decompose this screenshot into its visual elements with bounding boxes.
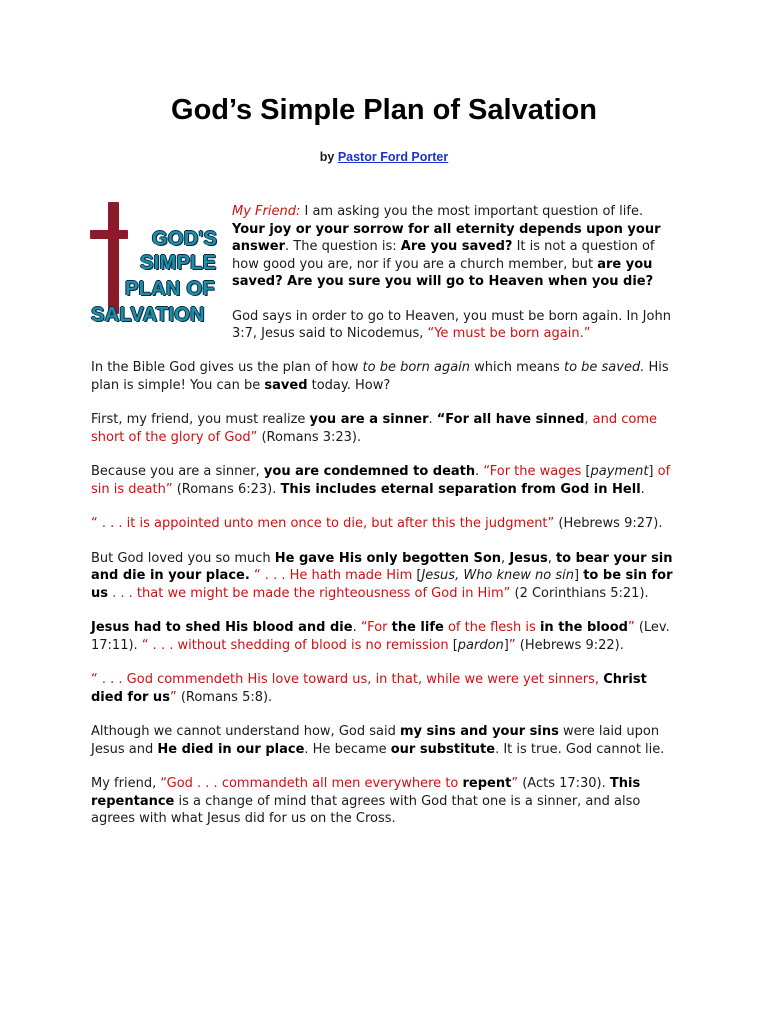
paragraph: [232, 203, 672, 291]
text-run: (2 Corinthians 5:21).: [510, 585, 649, 601]
main-section: [91, 359, 676, 845]
text-run: He gave His only begotten Son: [274, 550, 502, 566]
text-run: Jesus had to shed His blood and die: [91, 620, 353, 635]
text-run: Christ died for us: [91, 672, 647, 705]
text-run: you are a sinner: [309, 412, 429, 427]
text-run: . . . that we might be made the righteousness of God in Him”: [108, 585, 511, 601]
text-run: It is not a question of how good you are, nor if you are a church member, but: [232, 239, 655, 272]
text-run: Jesus: [509, 550, 548, 566]
text-run: saved: [264, 377, 308, 393]
text-run: . It is true. God cannot lie.: [495, 741, 665, 757]
text-run: His plan is simple! You can be: [91, 360, 669, 393]
text-run: to be sin for us: [91, 568, 673, 601]
paragraph: [91, 619, 676, 654]
paragraph: [91, 671, 676, 706]
logo-line-4: SALVATION: [91, 304, 205, 326]
text-run: Your joy or your sorrow for all eternity depends upon your answer: [232, 221, 661, 254]
salvation-logo: [88, 200, 233, 330]
text-run: Although we cannot understand how, God said: [91, 724, 400, 739]
text-run: (Romans 3:23).: [257, 429, 362, 445]
text-run: “ . . . it is appointed unto men once to die, but after this the judgment”: [91, 516, 555, 531]
text-run: the life: [391, 620, 444, 635]
logo-line-3: PLAN OF: [125, 278, 215, 300]
paragraph: [91, 550, 676, 603]
text-run: “For: [360, 620, 392, 635]
text-run: ”: [511, 776, 519, 791]
text-run: ]: [648, 464, 658, 479]
text-run: (Lev. 17:11).: [91, 620, 670, 653]
text-run: Are you saved?: [400, 239, 513, 254]
text-run: ,: [501, 550, 510, 566]
text-run: to bear your sin and die in your place.: [91, 550, 673, 583]
text-run: . He became: [304, 741, 391, 757]
cross-icon: [88, 200, 128, 315]
text-run: our substitute: [390, 741, 496, 757]
text-run: my sins and your sins: [399, 724, 559, 739]
text-run: payment: [590, 464, 649, 479]
text-run: are you saved? Are you sure you will go to Heaven when you die?: [232, 256, 654, 289]
paragraph: [91, 411, 676, 446]
text-run: of the flesh is: [443, 620, 540, 635]
byline: [0, 150, 768, 164]
paragraph: [91, 723, 676, 758]
text-run: were laid upon Jesus and: [91, 724, 660, 757]
text-run: (Romans 5:8).: [176, 689, 273, 705]
text-run: ,: [547, 550, 556, 566]
byline-prefix: by: [319, 150, 338, 164]
text-run: “ . . . without shedding of blood is no remission: [141, 637, 453, 653]
text-run: (Hebrews 9:22).: [515, 637, 624, 653]
paragraph: [232, 308, 672, 343]
text-run: He died in our place: [157, 741, 305, 757]
text-run: ]: [574, 568, 584, 583]
text-run: ”: [169, 689, 177, 705]
text-run: Because you are a sinner,: [91, 464, 264, 479]
text-run: But God loved you so much: [91, 550, 275, 566]
text-run: , and come short of the glory of God”: [91, 412, 658, 445]
paragraph: [91, 775, 676, 828]
intro-section: [232, 203, 672, 360]
text-run: of sin is death”: [91, 464, 671, 497]
text-run: Jesus, Who knew no sin: [421, 568, 574, 583]
text-run: God says in order to go to Heaven, you must be born again. In John 3:7, Jesus said to Nicodemus,: [232, 308, 671, 341]
text-run: repent: [462, 776, 512, 791]
text-run: This repentance: [91, 776, 641, 809]
text-run: ]: [503, 637, 509, 653]
paragraph: [91, 359, 676, 394]
text-run: [: [416, 568, 422, 583]
text-run: (Romans 6:23).: [172, 481, 281, 497]
author-link[interactable]: Pastor Ford Porter: [337, 150, 449, 164]
text-run: to be born again: [362, 360, 471, 375]
paragraph: [91, 463, 676, 498]
text-run: to be saved.: [563, 360, 645, 375]
logo-line-1: GOD'S: [152, 228, 218, 250]
text-run: My Friend:: [232, 204, 301, 219]
text-run: ”: [627, 620, 635, 635]
text-run: “For the wages: [483, 464, 586, 479]
text-run: I am asking you the most important question of life.: [300, 204, 644, 219]
text-run: “ . . . He hath made Him: [253, 568, 417, 583]
text-run: “For all have sinned: [436, 412, 585, 427]
text-run: [: [585, 464, 591, 479]
text-run: you are condemned to death: [263, 464, 476, 479]
text-run: In the Bible God gives us the plan of how: [91, 360, 363, 375]
text-run: [: [452, 637, 458, 653]
text-run: . The question is:: [285, 239, 401, 254]
text-run: “ . . . God commendeth His love toward us, in that, while we were yet sinners,: [91, 672, 604, 687]
text-run: today. How?: [307, 377, 391, 393]
text-run: is a change of mind that agrees with God that one is a sinner, and also agrees with what Jesus did for us on the Cross.: [91, 793, 641, 826]
text-run: This includes eternal separation from God in Hell: [280, 481, 641, 497]
text-run: .: [352, 620, 361, 635]
text-run: ”: [508, 637, 516, 653]
text-run: “God . . . commandeth all men everywhere to: [160, 776, 463, 791]
text-run: First, my friend, you must realize: [91, 412, 310, 427]
text-run: (Acts 17:30).: [518, 776, 610, 791]
text-run: (Hebrews 9:27).: [554, 516, 663, 531]
paragraph: [91, 515, 676, 533]
text-run: My friend,: [91, 776, 161, 791]
text-run: .: [640, 481, 645, 497]
text-run: which means: [470, 360, 564, 375]
logo-line-2: SIMPLE: [140, 252, 217, 274]
text-run: .: [475, 464, 484, 479]
text-run: pardon: [457, 637, 504, 653]
text-run: .: [428, 412, 437, 427]
text-run: “Ye must be born again.”: [427, 326, 591, 341]
page-title: God’s Simple Plan of Salvation: [171, 94, 597, 126]
text-run: in the blood: [539, 620, 628, 635]
